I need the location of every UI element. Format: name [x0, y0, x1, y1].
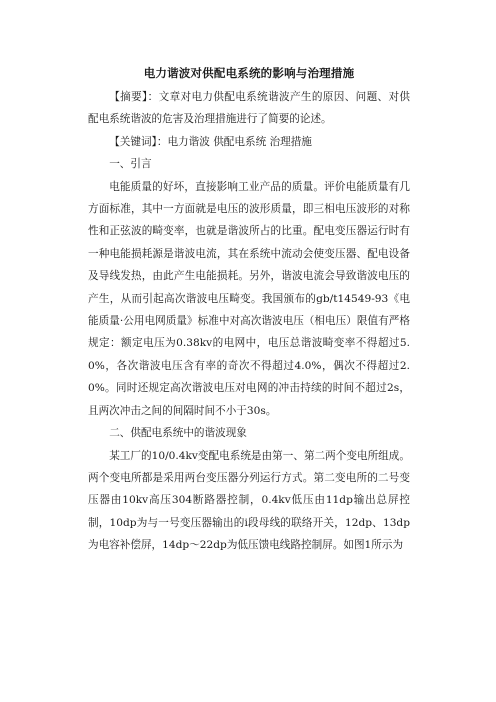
abstract-paragraph [88, 86, 410, 131]
abstract-text: 文章对电力供配电系统谐波产生的原因、问题、对供配电系统谐波的危害及治理措施进行了简要的论述。 [88, 91, 411, 126]
keywords-paragraph [88, 131, 410, 153]
section1-paragraph: 电能质量的好坏，直接影响工业产品的质量。评价电能质量有几方面标准，其中一方面就是电压的波形质量，即三相电压波形的对称性和正弦波的畸变率，也就是谐波所占的比重。配电变压器运行时有一种电能损耗源是谐波电流，其在系统中流动会使变压器、配电设备及导线发热，由此产生电能损耗。另外，谐波电流会导致谐波电压的产生，从而引起高次谐波电压畸变。我国颁布的gb/t14549-93《电能质量·公用电网质量》标准中对高次谐波电压（相电压）限值有严格规定：额定电压为0.38kv的电网中，电压总谐波畸变率不得超过5.0%，各次谐波电压含有率的奇次不得超过4.0%，偶次不得超过2.0%。同时还规定高次谐波电压对电网的冲击持续的时间不超过2s，且两次冲击之间的间隔时间不小于30s。 [88, 180, 410, 417]
abstract-label: 【摘要】： [109, 91, 159, 103]
document-page [88, 62, 410, 557]
section2-heading: 二、供配电系统中的谐波现象 [109, 427, 247, 440]
keywords-text: 电力谐波 供配电系统 治理措施 [167, 135, 312, 148]
document-title: 电力谐波对供配电系统的影响与治理措施 [143, 66, 355, 80]
section1-heading: 一、引言 [109, 158, 152, 171]
section2-paragraph: 某工厂的10/0.4kv变配电系统是由第一、第二两个变电所组成。两个变电所都是采用两台变压器分列运行方式。第二变电所的二号变压器由10kv高压304断路器控制，0.4kv低压由11dp输出总屏控制，10dp为与一号变压器输出的i段母线的联络开关，12dp、13dp为电容补偿屏，14dp～22dp为低压馈电线路控制屏。如图1所示为 [88, 449, 410, 552]
keywords-label: 【关键词】： [109, 135, 168, 148]
